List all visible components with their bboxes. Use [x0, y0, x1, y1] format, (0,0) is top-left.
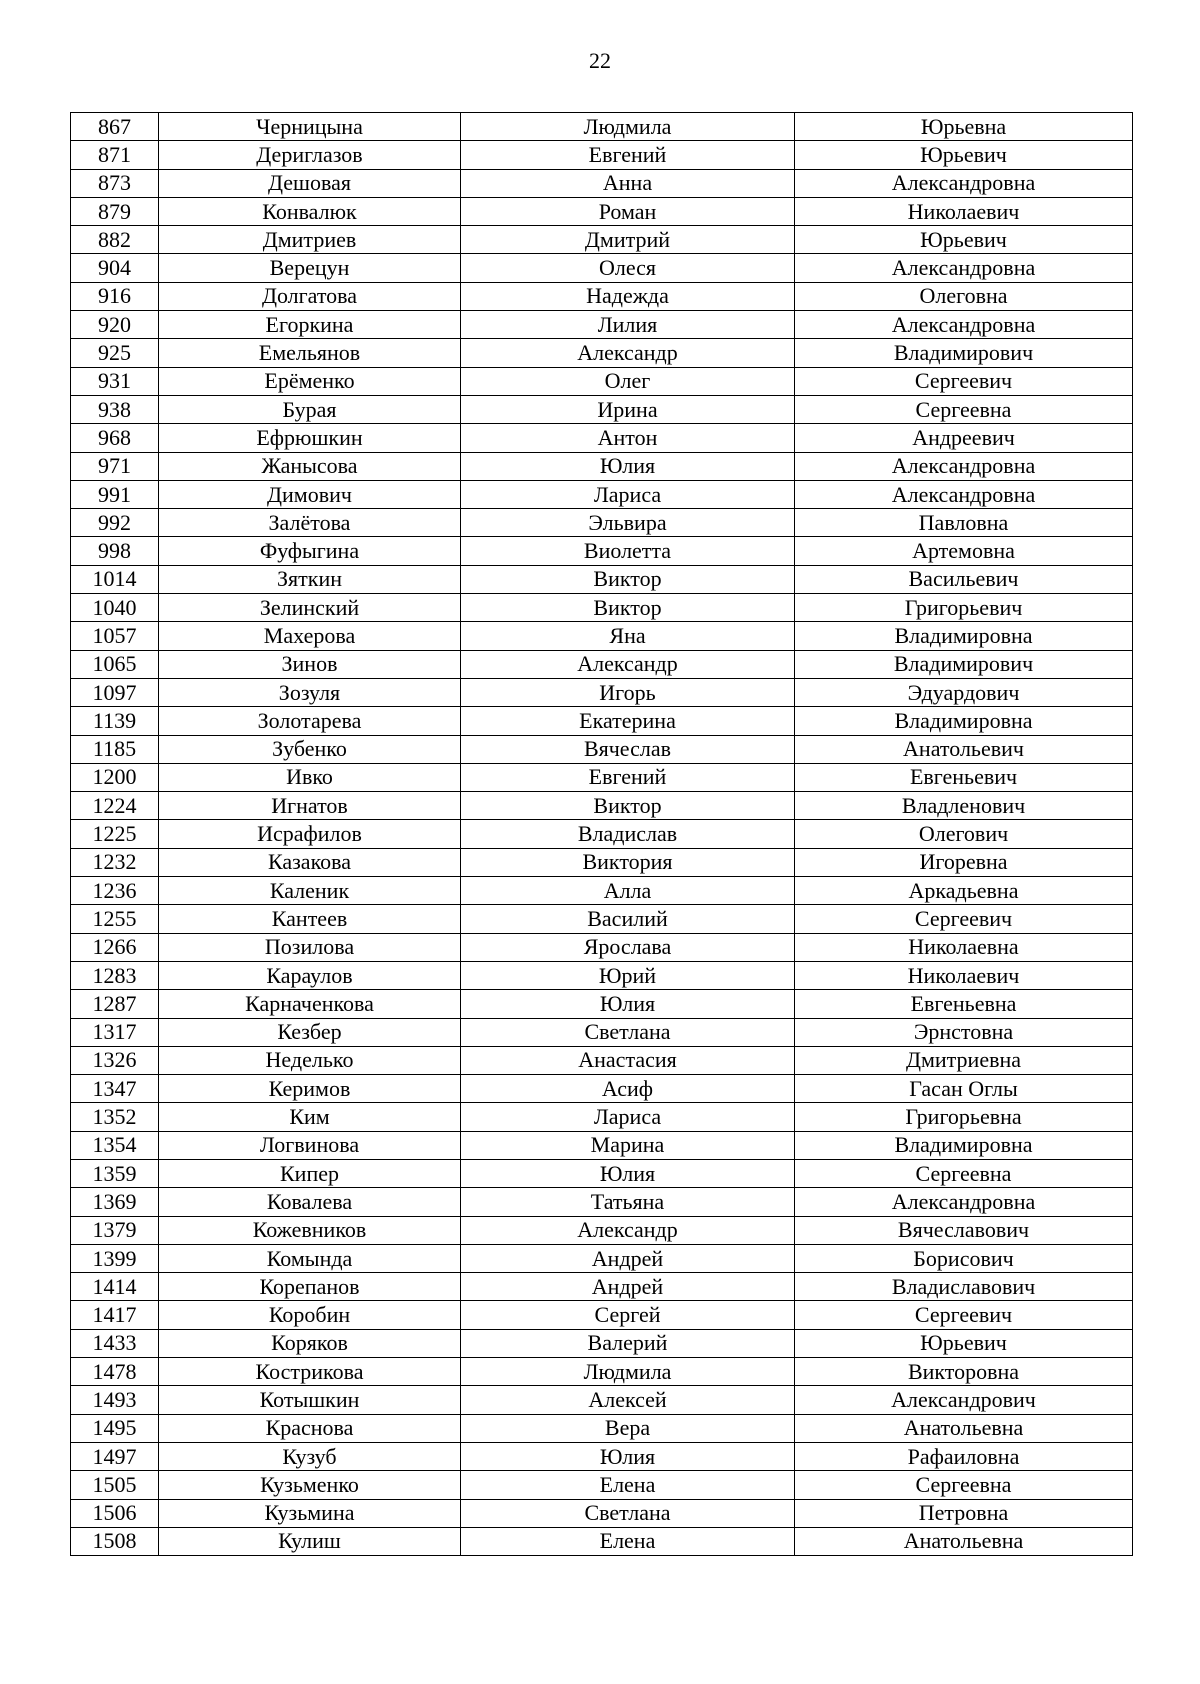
record-number-cell: 1352 [71, 1103, 159, 1131]
table-row [71, 480, 1133, 508]
last-name-cell: Кузьмина [159, 1499, 461, 1527]
first-name-cell: Лилия [461, 311, 795, 339]
table-row [71, 1018, 1133, 1046]
record-number-cell: 1369 [71, 1188, 159, 1216]
first-name-cell: Василий [461, 905, 795, 933]
record-number-cell: 1097 [71, 678, 159, 706]
table-row [71, 509, 1133, 537]
last-name-cell: Казакова [159, 848, 461, 876]
table-row [71, 1329, 1133, 1357]
table-row [71, 1273, 1133, 1301]
first-name-cell: Виолетта [461, 537, 795, 565]
patronymic-cell: Викторовна [795, 1358, 1133, 1386]
record-number-cell: 925 [71, 339, 159, 367]
record-number-cell: 1287 [71, 990, 159, 1018]
table-row [71, 877, 1133, 905]
first-name-cell: Олеся [461, 254, 795, 282]
first-name-cell: Анастасия [461, 1046, 795, 1074]
patronymic-cell: Владиславович [795, 1273, 1133, 1301]
first-name-cell: Ирина [461, 395, 795, 423]
patronymic-cell: Игоревна [795, 848, 1133, 876]
record-number-cell: 1255 [71, 905, 159, 933]
first-name-cell: Надежда [461, 282, 795, 310]
record-number-cell: 1433 [71, 1329, 159, 1357]
last-name-cell: Емельянов [159, 339, 461, 367]
record-number-cell: 1040 [71, 594, 159, 622]
patronymic-cell: Петровна [795, 1499, 1133, 1527]
patronymic-cell: Анатольевна [795, 1414, 1133, 1442]
first-name-cell: Александр [461, 650, 795, 678]
patronymic-cell: Вячеславович [795, 1216, 1133, 1244]
last-name-cell: Позилова [159, 933, 461, 961]
first-name-cell: Яна [461, 622, 795, 650]
last-name-cell: Жанысова [159, 452, 461, 480]
table-row [71, 197, 1133, 225]
first-name-cell: Эльвира [461, 509, 795, 537]
record-number-cell: 873 [71, 169, 159, 197]
table-row [71, 169, 1133, 197]
patronymic-cell: Олеговна [795, 282, 1133, 310]
patronymic-cell: Александрович [795, 1386, 1133, 1414]
record-number-cell: 1225 [71, 820, 159, 848]
record-number-cell: 1495 [71, 1414, 159, 1442]
table-row [71, 1131, 1133, 1159]
last-name-cell: Кантеев [159, 905, 461, 933]
table-row [71, 678, 1133, 706]
patronymic-cell: Эрнстовна [795, 1018, 1133, 1046]
last-name-cell: Зяткин [159, 565, 461, 593]
record-number-cell: 1057 [71, 622, 159, 650]
last-name-cell: Егоркина [159, 311, 461, 339]
last-name-cell: Логвинова [159, 1131, 461, 1159]
first-name-cell: Виктор [461, 565, 795, 593]
patronymic-cell: Сергеевна [795, 395, 1133, 423]
table-row [71, 282, 1133, 310]
first-name-cell: Анна [461, 169, 795, 197]
last-name-cell: Ерёменко [159, 367, 461, 395]
patronymic-cell: Александровна [795, 311, 1133, 339]
record-number-cell: 1266 [71, 933, 159, 961]
patronymic-cell: Гасан Оглы [795, 1075, 1133, 1103]
patronymic-cell: Владимировна [795, 622, 1133, 650]
page-number: 22 [589, 48, 611, 73]
record-number-cell: 1493 [71, 1386, 159, 1414]
table-row [71, 848, 1133, 876]
first-name-cell: Юрий [461, 961, 795, 989]
patronymic-cell: Григорьевич [795, 594, 1133, 622]
last-name-cell: Кузьменко [159, 1471, 461, 1499]
patronymic-cell: Сергеевич [795, 367, 1133, 395]
patronymic-cell: Владимирович [795, 650, 1133, 678]
patronymic-cell: Анатольевич [795, 735, 1133, 763]
patronymic-cell: Александровна [795, 1188, 1133, 1216]
table-row [71, 424, 1133, 452]
table-row [71, 1358, 1133, 1386]
first-name-cell: Юлия [461, 1442, 795, 1470]
first-name-cell: Роман [461, 197, 795, 225]
patronymic-cell: Владленович [795, 792, 1133, 820]
table-row [71, 1046, 1133, 1074]
last-name-cell: Караулов [159, 961, 461, 989]
record-number-cell: 871 [71, 141, 159, 169]
record-number-cell: 1414 [71, 1273, 159, 1301]
first-name-cell: Елена [461, 1527, 795, 1555]
patronymic-cell: Юрьевна [795, 113, 1133, 141]
patronymic-cell: Владимировна [795, 707, 1133, 735]
first-name-cell: Дмитрий [461, 226, 795, 254]
last-name-cell: Бурая [159, 395, 461, 423]
table-row [71, 1442, 1133, 1470]
patronymic-cell: Павловна [795, 509, 1133, 537]
table-row [71, 961, 1133, 989]
table-row [71, 367, 1133, 395]
record-number-cell: 1139 [71, 707, 159, 735]
table-row [71, 395, 1133, 423]
patronymic-cell: Николаевич [795, 961, 1133, 989]
table-row [71, 792, 1133, 820]
last-name-cell: Кезбер [159, 1018, 461, 1046]
last-name-cell: Ивко [159, 763, 461, 791]
table-row [71, 707, 1133, 735]
record-number-cell: 931 [71, 367, 159, 395]
patronymic-cell: Николаевич [795, 197, 1133, 225]
patronymic-cell: Андреевич [795, 424, 1133, 452]
first-name-cell: Юлия [461, 1159, 795, 1187]
table-row [71, 537, 1133, 565]
patronymic-cell: Артемовна [795, 537, 1133, 565]
table-row [71, 820, 1133, 848]
first-name-cell: Екатерина [461, 707, 795, 735]
last-name-cell: Дериглазов [159, 141, 461, 169]
last-name-cell: Неделько [159, 1046, 461, 1074]
first-name-cell: Александр [461, 1216, 795, 1244]
first-name-cell: Валерий [461, 1329, 795, 1357]
table-row [71, 1471, 1133, 1499]
last-name-cell: Дмитриев [159, 226, 461, 254]
patronymic-cell: Сергеевна [795, 1159, 1133, 1187]
first-name-cell: Андрей [461, 1273, 795, 1301]
table-row [71, 226, 1133, 254]
record-number-cell: 882 [71, 226, 159, 254]
patronymic-cell: Юрьевич [795, 226, 1133, 254]
first-name-cell: Светлана [461, 1499, 795, 1527]
patronymic-cell: Аркадьевна [795, 877, 1133, 905]
last-name-cell: Зозуля [159, 678, 461, 706]
table-row [71, 1414, 1133, 1442]
patronymic-cell: Александровна [795, 254, 1133, 282]
record-number-cell: 1185 [71, 735, 159, 763]
first-name-cell: Игорь [461, 678, 795, 706]
last-name-cell: Ефрюшкин [159, 424, 461, 452]
patronymic-cell: Владимирович [795, 339, 1133, 367]
table-row [71, 254, 1133, 282]
record-number-cell: 879 [71, 197, 159, 225]
record-number-cell: 1417 [71, 1301, 159, 1329]
record-number-cell: 1224 [71, 792, 159, 820]
table-row [71, 1159, 1133, 1187]
record-number-cell: 1232 [71, 848, 159, 876]
last-name-cell: Игнатов [159, 792, 461, 820]
table-row [71, 1527, 1133, 1555]
first-name-cell: Виктор [461, 792, 795, 820]
record-number-cell: 1379 [71, 1216, 159, 1244]
patronymic-cell: Олегович [795, 820, 1133, 848]
patronymic-cell: Рафаиловна [795, 1442, 1133, 1470]
first-name-cell: Татьяна [461, 1188, 795, 1216]
record-number-cell: 867 [71, 113, 159, 141]
last-name-cell: Зелинский [159, 594, 461, 622]
record-number-cell: 916 [71, 282, 159, 310]
last-name-cell: Кожевников [159, 1216, 461, 1244]
first-name-cell: Юлия [461, 990, 795, 1018]
first-name-cell: Виктория [461, 848, 795, 876]
patronymic-cell: Александровна [795, 452, 1133, 480]
record-number-cell: 1065 [71, 650, 159, 678]
patronymic-cell: Васильевич [795, 565, 1133, 593]
patronymic-cell: Сергеевна [795, 1471, 1133, 1499]
patronymic-cell: Эдуардович [795, 678, 1133, 706]
last-name-cell: Ковалева [159, 1188, 461, 1216]
table-row [71, 113, 1133, 141]
table-row [71, 1075, 1133, 1103]
last-name-cell: Дешовая [159, 169, 461, 197]
last-name-cell: Кипер [159, 1159, 461, 1187]
table-row [71, 594, 1133, 622]
last-name-cell: Коряков [159, 1329, 461, 1357]
record-number-cell: 1326 [71, 1046, 159, 1074]
table-row [71, 1216, 1133, 1244]
record-number-cell: 1283 [71, 961, 159, 989]
patronymic-cell: Анатольевна [795, 1527, 1133, 1555]
first-name-cell: Алексей [461, 1386, 795, 1414]
first-name-cell: Антон [461, 424, 795, 452]
last-name-cell: Черницына [159, 113, 461, 141]
record-number-cell: 1497 [71, 1442, 159, 1470]
record-number-cell: 920 [71, 311, 159, 339]
table-row [71, 933, 1133, 961]
patronymic-cell: Дмитриевна [795, 1046, 1133, 1074]
patronymic-cell: Сергеевич [795, 1301, 1133, 1329]
last-name-cell: Краснова [159, 1414, 461, 1442]
record-number-cell: 1347 [71, 1075, 159, 1103]
first-name-cell: Виктор [461, 594, 795, 622]
patronymic-cell: Александровна [795, 480, 1133, 508]
patronymic-cell: Николаевна [795, 933, 1133, 961]
table-row [71, 1188, 1133, 1216]
patronymic-cell: Евгеньевич [795, 763, 1133, 791]
table-row [71, 622, 1133, 650]
record-number-cell: 998 [71, 537, 159, 565]
table-row [71, 1103, 1133, 1131]
table-row [71, 763, 1133, 791]
patronymic-cell: Евгеньевна [795, 990, 1133, 1018]
patronymic-cell: Юрьевич [795, 1329, 1133, 1357]
last-name-cell: Зинов [159, 650, 461, 678]
last-name-cell: Залётова [159, 509, 461, 537]
last-name-cell: Карначенкова [159, 990, 461, 1018]
patronymic-cell: Григорьевна [795, 1103, 1133, 1131]
patronymic-cell: Сергеевич [795, 905, 1133, 933]
last-name-cell: Кострикова [159, 1358, 461, 1386]
first-name-cell: Асиф [461, 1075, 795, 1103]
table-row [71, 565, 1133, 593]
last-name-cell: Керимов [159, 1075, 461, 1103]
table-row [71, 1301, 1133, 1329]
table-row [71, 990, 1133, 1018]
first-name-cell: Владислав [461, 820, 795, 848]
last-name-cell: Кулиш [159, 1527, 461, 1555]
first-name-cell: Вячеслав [461, 735, 795, 763]
last-name-cell: Димович [159, 480, 461, 508]
record-number-cell: 1478 [71, 1358, 159, 1386]
last-name-cell: Махерова [159, 622, 461, 650]
table-row [71, 141, 1133, 169]
record-number-cell: 1508 [71, 1527, 159, 1555]
first-name-cell: Александр [461, 339, 795, 367]
first-name-cell: Елена [461, 1471, 795, 1499]
record-number-cell: 938 [71, 395, 159, 423]
first-name-cell: Марина [461, 1131, 795, 1159]
record-number-cell: 1354 [71, 1131, 159, 1159]
first-name-cell: Людмила [461, 1358, 795, 1386]
record-number-cell: 1505 [71, 1471, 159, 1499]
record-number-cell: 1399 [71, 1244, 159, 1272]
patronymic-cell: Юрьевич [795, 141, 1133, 169]
record-number-cell: 1506 [71, 1499, 159, 1527]
first-name-cell: Лариса [461, 1103, 795, 1131]
first-name-cell: Лариса [461, 480, 795, 508]
last-name-cell: Каленик [159, 877, 461, 905]
last-name-cell: Верецун [159, 254, 461, 282]
first-name-cell: Андрей [461, 1244, 795, 1272]
record-number-cell: 991 [71, 480, 159, 508]
record-number-cell: 992 [71, 509, 159, 537]
table-row [71, 1244, 1133, 1272]
patronymic-cell: Борисович [795, 1244, 1133, 1272]
record-number-cell: 1359 [71, 1159, 159, 1187]
first-name-cell: Ярослава [461, 933, 795, 961]
last-name-cell: Котышкин [159, 1386, 461, 1414]
roster-table [70, 112, 1133, 1556]
patronymic-cell: Александровна [795, 169, 1133, 197]
first-name-cell: Юлия [461, 452, 795, 480]
table-row [71, 905, 1133, 933]
table-row [71, 452, 1133, 480]
first-name-cell: Сергей [461, 1301, 795, 1329]
record-number-cell: 904 [71, 254, 159, 282]
record-number-cell: 1317 [71, 1018, 159, 1046]
last-name-cell: Коробин [159, 1301, 461, 1329]
last-name-cell: Комында [159, 1244, 461, 1272]
last-name-cell: Конвалюк [159, 197, 461, 225]
first-name-cell: Евгений [461, 141, 795, 169]
table-row [71, 1386, 1133, 1414]
roster-table-body [71, 113, 1133, 1556]
first-name-cell: Вера [461, 1414, 795, 1442]
record-number-cell: 1236 [71, 877, 159, 905]
last-name-cell: Фуфыгина [159, 537, 461, 565]
table-row [71, 311, 1133, 339]
first-name-cell: Евгений [461, 763, 795, 791]
record-number-cell: 1014 [71, 565, 159, 593]
last-name-cell: Долгатова [159, 282, 461, 310]
last-name-cell: Зубенко [159, 735, 461, 763]
last-name-cell: Корепанов [159, 1273, 461, 1301]
last-name-cell: Кузуб [159, 1442, 461, 1470]
table-row [71, 1499, 1133, 1527]
first-name-cell: Людмила [461, 113, 795, 141]
last-name-cell: Золотарева [159, 707, 461, 735]
last-name-cell: Исрафилов [159, 820, 461, 848]
table-row [71, 339, 1133, 367]
first-name-cell: Алла [461, 877, 795, 905]
patronymic-cell: Владимировна [795, 1131, 1133, 1159]
record-number-cell: 1200 [71, 763, 159, 791]
first-name-cell: Светлана [461, 1018, 795, 1046]
first-name-cell: Олег [461, 367, 795, 395]
table-row [71, 650, 1133, 678]
record-number-cell: 968 [71, 424, 159, 452]
record-number-cell: 971 [71, 452, 159, 480]
last-name-cell: Ким [159, 1103, 461, 1131]
table-row [71, 735, 1133, 763]
